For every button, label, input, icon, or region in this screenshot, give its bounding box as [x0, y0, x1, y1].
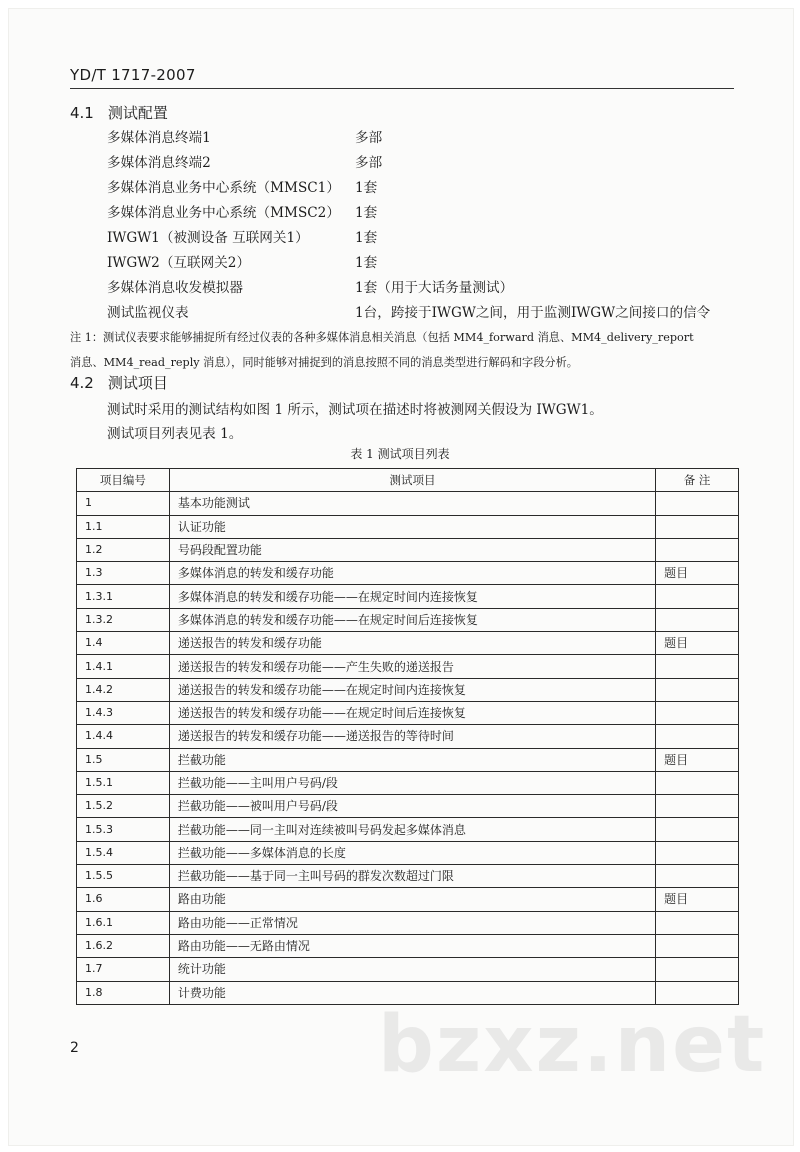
cell-note [656, 865, 739, 888]
table-row [77, 841, 739, 864]
cell-item: 递送报告的转发和缓存功能——产生失败的递送报告 [169, 655, 655, 678]
cell-id: 1 [77, 492, 170, 515]
section-title: 测试项目 [107, 374, 168, 392]
cell-note [656, 701, 739, 724]
cell-item: 递送报告的转发和缓存功能——递送报告的等待时间 [169, 725, 655, 748]
cell-id: 1.5.3 [77, 818, 170, 841]
config-row [107, 126, 747, 151]
table-row [77, 701, 739, 724]
cell-id: 1.7 [77, 958, 170, 981]
config-qty: 1套 [355, 230, 378, 246]
config-qty: 1套 [355, 255, 378, 271]
section-4-1-heading [70, 102, 168, 123]
cell-id: 1.3 [77, 562, 170, 585]
cell-id: 1.5 [77, 748, 170, 771]
page-number: 2 [70, 1040, 79, 1056]
config-row [107, 301, 747, 326]
header-id: 项目编号 [77, 469, 170, 492]
note-line: 注 1：测试仪表要求能够捕捉所有经过仪表的各种多媒体消息相关消息（包括 MM4_forward 消息、MM4_delivery_report [70, 331, 694, 344]
table-row [77, 562, 739, 585]
config-name: IWGW2（互联网关2） [107, 255, 251, 271]
table-row [77, 795, 739, 818]
cell-id: 1.4.4 [77, 725, 170, 748]
config-qty: 1台，跨接于IWGW之间，用于监测IWGW之间接口的信令 [355, 305, 711, 321]
cell-item: 拦截功能——基于同一主叫号码的群发次数超过门限 [169, 865, 655, 888]
cell-item: 路由功能——正常情况 [169, 911, 655, 934]
cell-item: 拦截功能——同一主叫对连续被叫号码发起多媒体消息 [169, 818, 655, 841]
cell-note [656, 538, 739, 561]
cell-id: 1.6.1 [77, 911, 170, 934]
table-row [77, 958, 739, 981]
table-row [77, 515, 739, 538]
cell-note [656, 841, 739, 864]
table-row [77, 934, 739, 957]
cell-id: 1.4 [77, 632, 170, 655]
header-rule [70, 88, 734, 89]
cell-note [656, 678, 739, 701]
cell-note [656, 958, 739, 981]
config-name: 多媒体消息业务中心系统（MMSC2） [107, 205, 340, 221]
cell-note [656, 608, 739, 631]
config-name: 多媒体消息终端2 [107, 155, 211, 171]
cell-item: 路由功能 [169, 888, 655, 911]
config-row [107, 176, 747, 201]
cell-item: 递送报告的转发和缓存功能 [169, 632, 655, 655]
cell-note [656, 795, 739, 818]
header-note: 备 注 [656, 469, 739, 492]
cell-note [656, 771, 739, 794]
section-title: 测试配置 [107, 104, 168, 122]
cell-item: 多媒体消息的转发和缓存功能——在规定时间后连接恢复 [169, 608, 655, 631]
cell-item: 拦截功能——主叫用户号码/段 [169, 771, 655, 794]
cell-id: 1.8 [77, 981, 170, 1004]
table-row [77, 888, 739, 911]
table-row [77, 748, 739, 771]
cell-id: 1.3.2 [77, 608, 170, 631]
cell-id: 1.4.2 [77, 678, 170, 701]
cell-note: 题目 [656, 562, 739, 585]
cell-id: 1.4.1 [77, 655, 170, 678]
table-row [77, 632, 739, 655]
cell-item: 递送报告的转发和缓存功能——在规定时间后连接恢复 [169, 701, 655, 724]
table-caption: 表 1 测试项目列表 [350, 447, 450, 461]
config-row [107, 251, 747, 276]
cell-item: 多媒体消息的转发和缓存功能——在规定时间内连接恢复 [169, 585, 655, 608]
cell-item: 递送报告的转发和缓存功能——在规定时间内连接恢复 [169, 678, 655, 701]
table-row [77, 725, 739, 748]
table-row [77, 655, 739, 678]
config-note [70, 325, 740, 375]
section-number: 4.2 [70, 374, 94, 392]
config-row [107, 201, 747, 226]
cell-item: 计费功能 [169, 981, 655, 1004]
cell-item: 拦截功能——多媒体消息的长度 [169, 841, 655, 864]
cell-id: 1.5.1 [77, 771, 170, 794]
config-row [107, 276, 747, 301]
table-row [77, 678, 739, 701]
cell-item: 统计功能 [169, 958, 655, 981]
table-row [77, 771, 739, 794]
cell-id: 1.4.3 [77, 701, 170, 724]
cell-note: 题目 [656, 888, 739, 911]
config-qty: 1套（用于大话务量测试） [355, 280, 514, 296]
cell-item: 基本功能测试 [169, 492, 655, 515]
config-row [107, 226, 747, 251]
cell-note [656, 585, 739, 608]
config-qty: 多部 [355, 130, 383, 146]
cell-id: 1.2 [77, 538, 170, 561]
table-row [77, 585, 739, 608]
paragraph: 测试时采用的测试结构如图 1 所示，测试项在描述时将被测网关假设为 IWGW1。 [107, 402, 603, 418]
cell-note [656, 655, 739, 678]
config-qty: 多部 [355, 155, 383, 171]
cell-note [656, 725, 739, 748]
table-row [77, 538, 739, 561]
cell-id: 1.6.2 [77, 934, 170, 957]
config-qty: 1套 [355, 205, 378, 221]
table-row [77, 865, 739, 888]
cell-id: 1.5.4 [77, 841, 170, 864]
table-header-row [77, 469, 739, 492]
table-row [77, 492, 739, 515]
test-items-table [76, 468, 739, 1005]
cell-note [656, 515, 739, 538]
cell-item: 路由功能——无路由情况 [169, 934, 655, 957]
cell-item: 多媒体消息的转发和缓存功能 [169, 562, 655, 585]
config-list [107, 126, 747, 326]
header-item: 测试项目 [169, 469, 655, 492]
table-row [77, 608, 739, 631]
config-name: 多媒体消息业务中心系统（MMSC1） [107, 180, 340, 196]
table-row [77, 818, 739, 841]
cell-item: 认证功能 [169, 515, 655, 538]
cell-item: 拦截功能——被叫用户号码/段 [169, 795, 655, 818]
note-line: 消息、MM4_read_reply 消息），同时能够对捕捉到的消息按照不同的消息类型进行解码和字段分析。 [70, 356, 578, 369]
section-number: 4.1 [70, 104, 94, 122]
section-4-2-heading [70, 372, 168, 393]
config-name: 多媒体消息收发模拟器 [107, 280, 243, 296]
cell-id: 1.1 [77, 515, 170, 538]
config-row [107, 151, 747, 176]
paragraph: 测试项目列表见表 1。 [107, 426, 243, 442]
cell-note: 题目 [656, 632, 739, 655]
config-name: IWGW1（被测设备 互联网关1） [107, 230, 309, 246]
cell-item: 号码段配置功能 [169, 538, 655, 561]
cell-id: 1.6 [77, 888, 170, 911]
config-qty: 1套 [355, 180, 378, 196]
cell-item: 拦截功能 [169, 748, 655, 771]
cell-id: 1.5.5 [77, 865, 170, 888]
cell-note: 题目 [656, 748, 739, 771]
cell-note [656, 492, 739, 515]
cell-note [656, 934, 739, 957]
cell-note [656, 911, 739, 934]
cell-note [656, 818, 739, 841]
cell-id: 1.3.1 [77, 585, 170, 608]
watermark-logo: bzxz.net [378, 1000, 767, 1090]
document-id: YD/T 1717-2007 [70, 66, 196, 84]
config-name: 测试监视仪表 [107, 305, 189, 321]
config-name: 多媒体消息终端1 [107, 130, 211, 146]
cell-id: 1.5.2 [77, 795, 170, 818]
table-row [77, 911, 739, 934]
